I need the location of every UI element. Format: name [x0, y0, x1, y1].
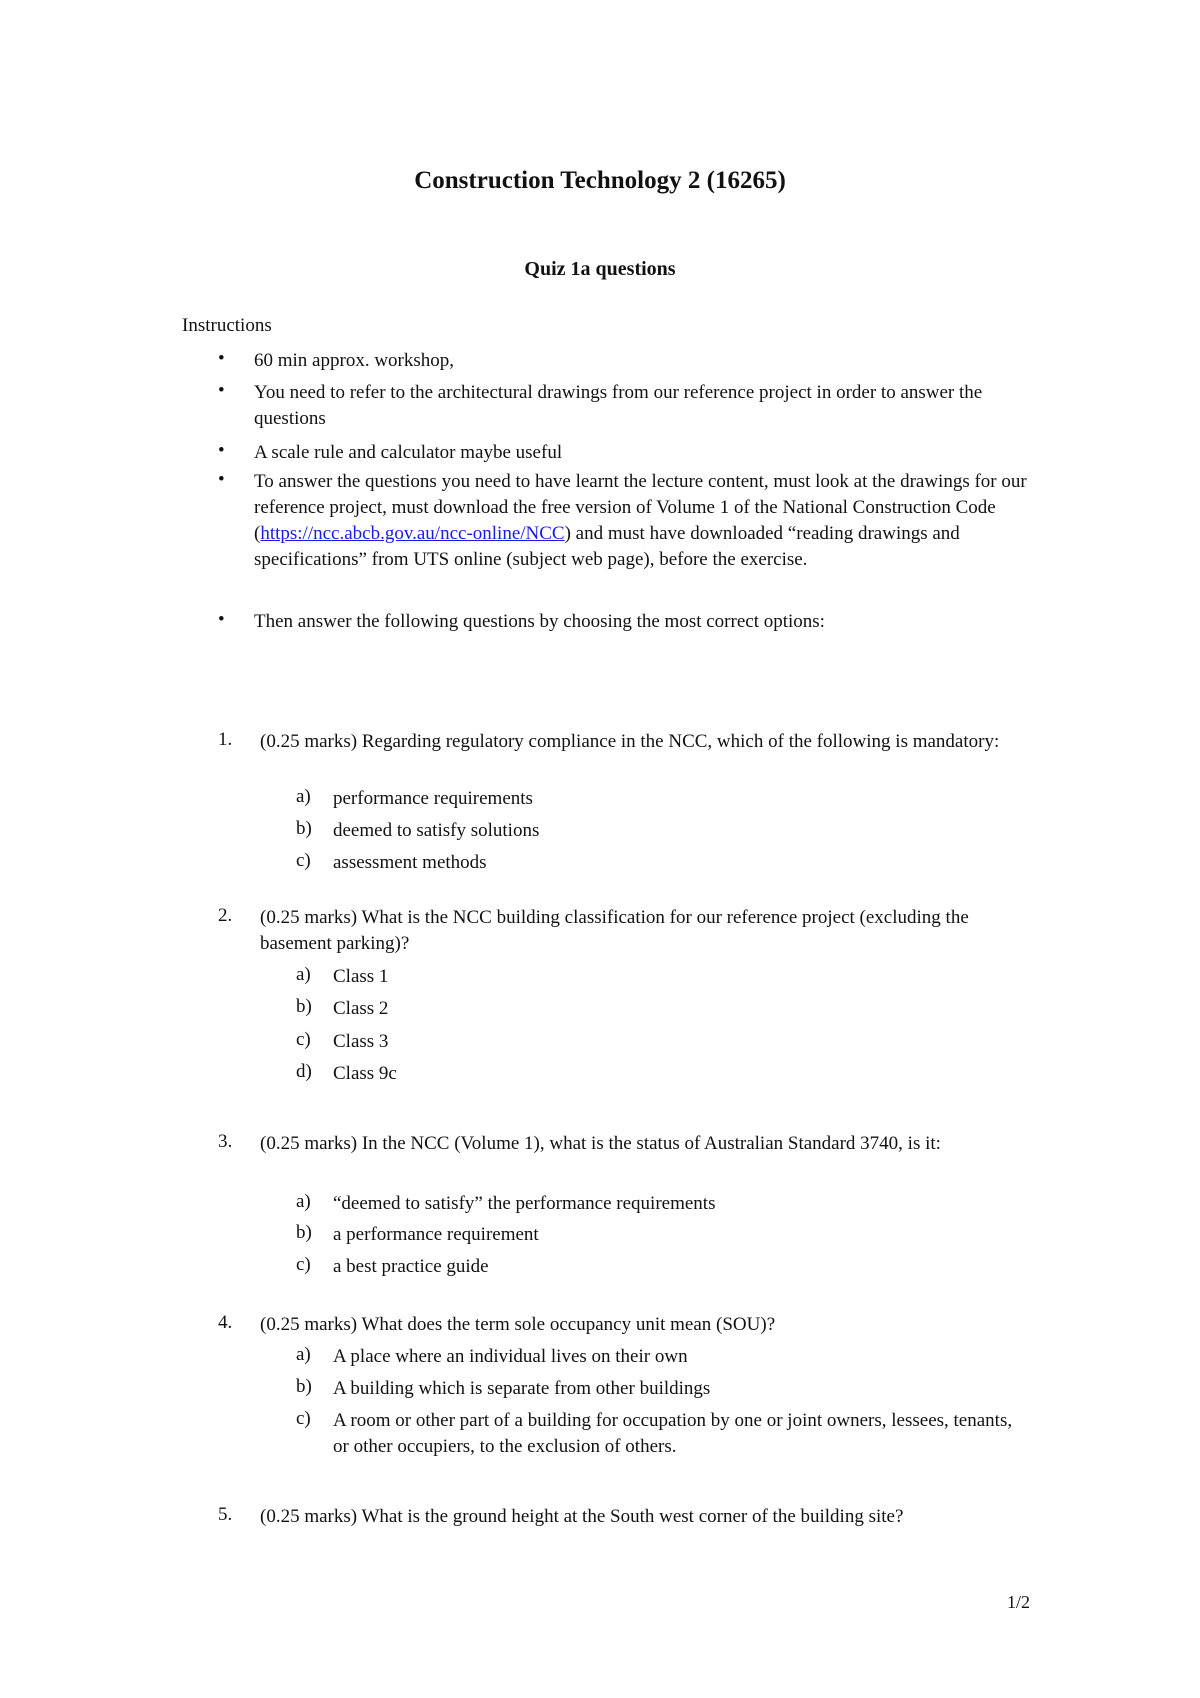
instruction-text-after-link: ) and must have downloaded “reading drawings and specifications” from UTS online (subject web page), before the exercise.: [254, 523, 960, 570]
instruction-text: 60 min approx. workshop,: [254, 350, 455, 371]
option-text: a best practice guide: [333, 1256, 489, 1277]
option-text: performance requirements: [333, 788, 533, 809]
question-number: 5.: [218, 1504, 233, 1525]
option-text: Class 2: [333, 998, 389, 1019]
question-number: 2.: [218, 905, 233, 926]
bullet-icon: •: [218, 380, 225, 401]
question-text: (0.25 marks) What does the term sole occupancy unit mean (SOU)?: [260, 1314, 776, 1335]
option-text: A place where an individual lives on their own: [333, 1346, 688, 1367]
option-letter: a): [296, 1191, 311, 1212]
option-letter: b): [296, 996, 312, 1017]
option-text: Class 9c: [333, 1063, 397, 1084]
question-number: 1.: [218, 729, 233, 750]
option-letter: b): [296, 1222, 312, 1243]
option-text: Class 1: [333, 966, 389, 987]
question-text: (0.25 marks) What is the NCC building classification for our reference project (excluding the basement parking)?: [260, 907, 969, 954]
option-text: A building which is separate from other buildings: [333, 1378, 711, 1399]
option-text: “deemed to satisfy” the performance requirements: [333, 1193, 716, 1214]
option-letter: b): [296, 818, 312, 839]
option-letter: c): [296, 1029, 311, 1050]
instruction-text: A scale rule and calculator maybe useful: [254, 442, 563, 463]
bullet-icon: •: [218, 469, 225, 490]
option-letter: c): [296, 1408, 311, 1429]
option-letter: d): [296, 1061, 312, 1082]
bullet-icon: •: [218, 348, 225, 369]
option-text: assessment methods: [333, 852, 487, 873]
option-text: a performance requirement: [333, 1224, 539, 1245]
instruction-text-before-link: To answer the questions you need to have learnt the lecture content, must look at the drawings for our reference project, must download the free version of Volume 1 of the National Construction Code (: [254, 471, 1027, 544]
option-letter: a): [296, 1344, 311, 1365]
question-number: 4.: [218, 1312, 233, 1333]
question-number: 3.: [218, 1131, 233, 1152]
instruction-text: [254, 469, 1034, 573]
question-text: (0.25 marks) Regarding regulatory compliance in the NCC, which of the following is mandatory:: [260, 731, 1000, 752]
option-letter: a): [296, 964, 311, 985]
bullet-icon: •: [218, 440, 225, 461]
instruction-text: You need to refer to the architectural drawings from our reference project in order to answer the questions: [254, 382, 983, 429]
instructions-label: Instructions: [182, 315, 272, 336]
option-letter: c): [296, 1254, 311, 1275]
question-text: (0.25 marks) In the NCC (Volume 1), what is the status of Australian Standard 3740, is it:: [260, 1133, 941, 1154]
option-letter: b): [296, 1376, 312, 1397]
bullet-icon: •: [218, 609, 225, 630]
question-text: (0.25 marks) What is the ground height at the South west corner of the building site?: [260, 1506, 904, 1527]
option-text: Class 3: [333, 1031, 389, 1052]
document-subtitle: Quiz 1a questions: [524, 258, 676, 280]
page-number: 1/2: [1007, 1592, 1031, 1612]
option-text: deemed to satisfy solutions: [333, 820, 540, 841]
ncc-link[interactable]: https://ncc.abcb.gov.au/ncc-online/NCC: [260, 523, 565, 544]
document-title: Construction Technology 2 (16265): [414, 167, 786, 194]
option-letter: a): [296, 786, 311, 807]
option-text: A room or other part of a building for occupation by one or joint owners, lessees, tenants, or other occupiers, to the exclusion of others.: [333, 1410, 1013, 1457]
instruction-text: Then answer the following questions by choosing the most correct options:: [254, 611, 825, 632]
option-letter: c): [296, 850, 311, 871]
